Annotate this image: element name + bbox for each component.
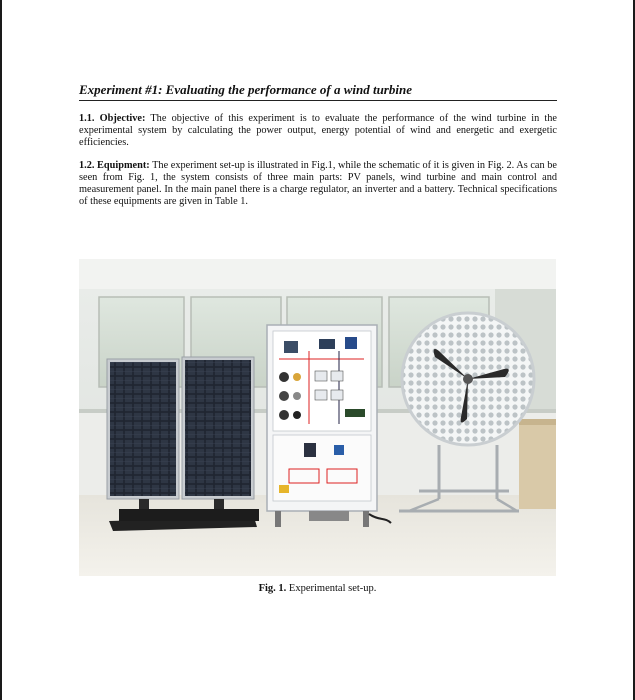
page-border-left <box>0 0 2 700</box>
pv-panel-left <box>107 359 179 511</box>
experimental-setup-photo <box>79 259 556 576</box>
equipment-text: The experiment set-up is illustrated in Fig.1, while the schematic of it is given in Fig. 2. As can be seen from Fig. 1, the system consists of three main parts: PV panels, wind turbine and main control and measurement panel. In the main panel there is a charge regulator, an inverter and a battery. Technical specifications of these equipments are given in Table 1. <box>79 159 557 208</box>
pv-panel-right <box>182 357 254 511</box>
equipment-paragraph <box>79 160 557 209</box>
figure-caption-text: Experimental set-up. <box>286 583 377 594</box>
equipment-heading: 1.2. Equipment: <box>79 159 150 171</box>
objective-text: The objective of this experiment is to evaluate the performance of the wind turbine in the experimental system by calculating the power output, energy potential of wind and energetic and exergetic efficiencies. <box>79 113 558 149</box>
figure-caption <box>79 583 556 594</box>
objective-heading: 1.1. Objective: <box>79 113 146 124</box>
objective-paragraph <box>79 113 557 150</box>
experiment-title: Experiment #1: Evaluating the performance of a wind turbine <box>79 82 557 101</box>
figure-caption-label: Fig. 1. <box>258 583 287 594</box>
control-panel <box>267 325 377 527</box>
document-body <box>79 82 557 218</box>
